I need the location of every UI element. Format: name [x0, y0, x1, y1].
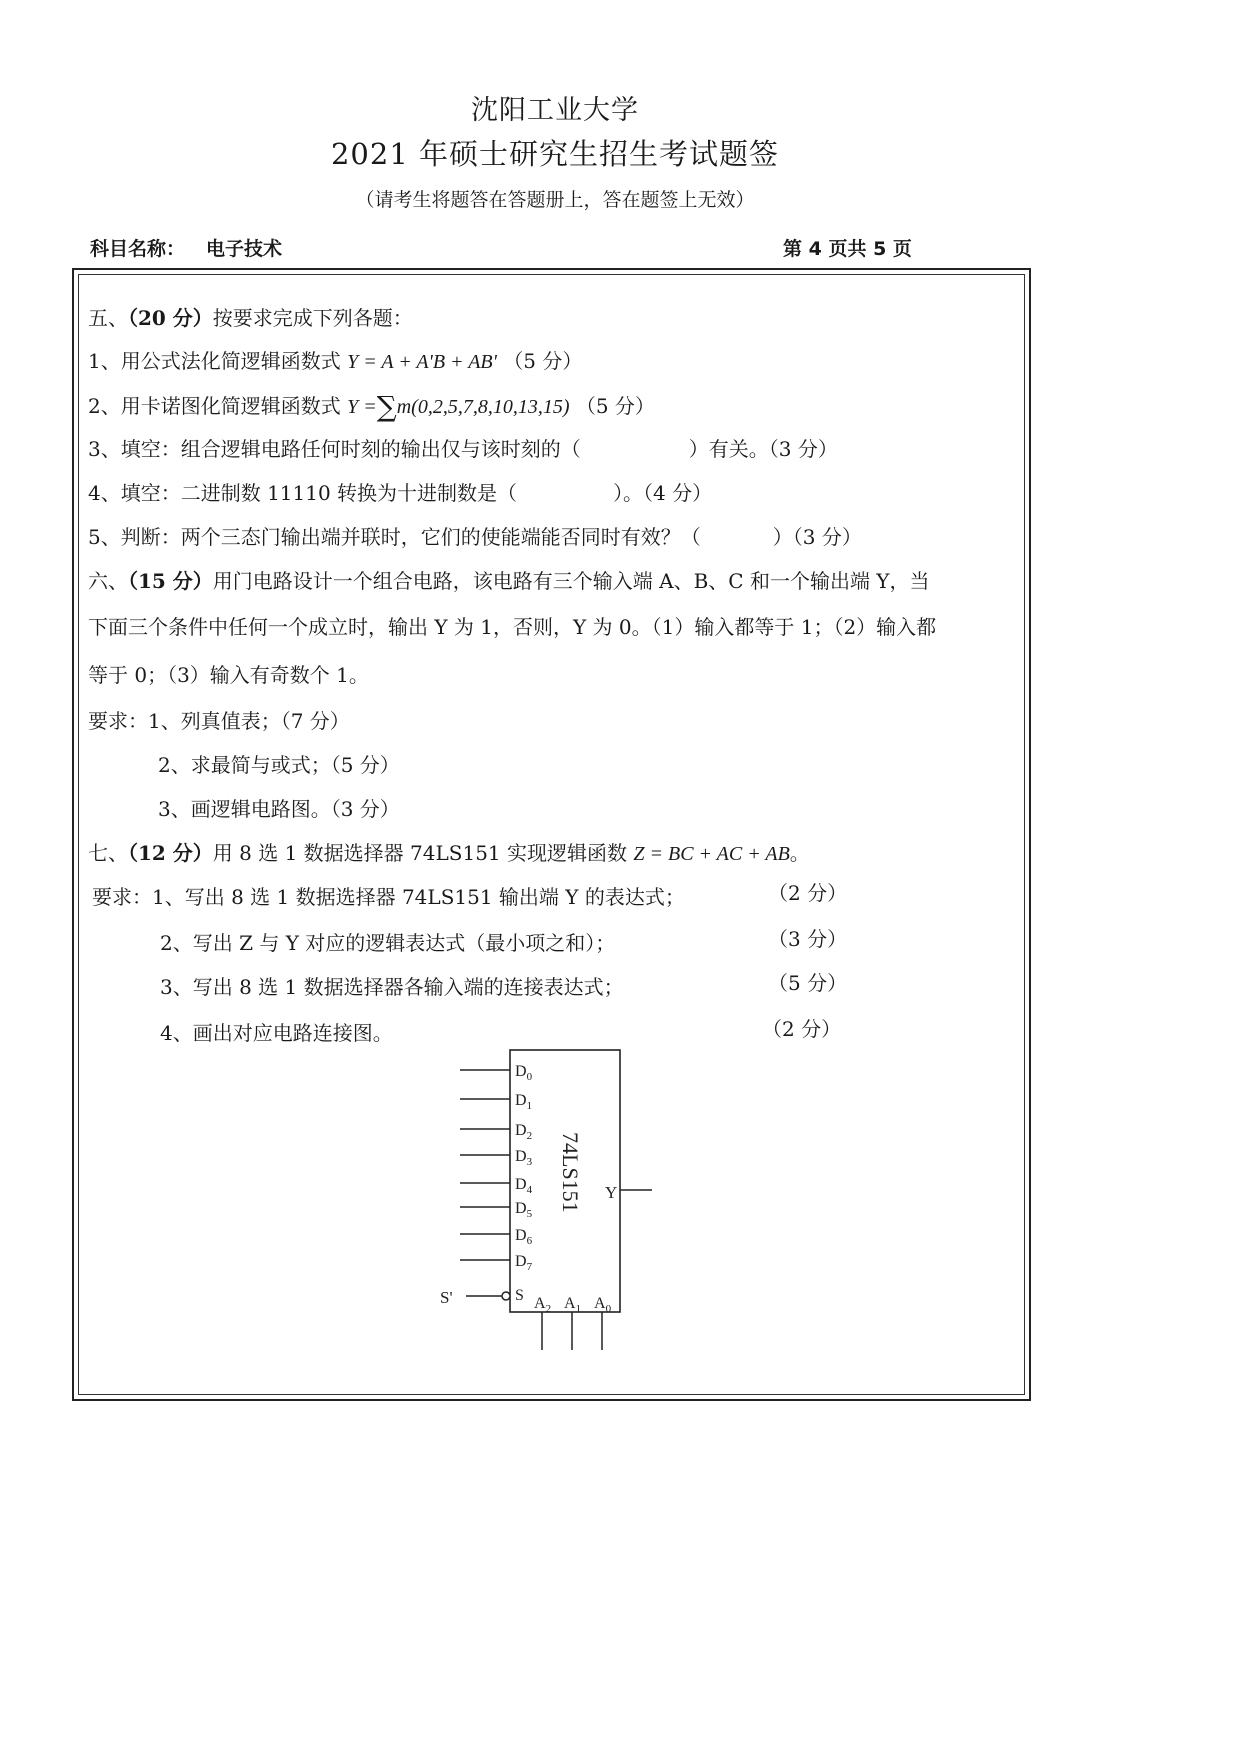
q5-item-1-text: 1、用公式法化简逻辑函数式 — [88, 349, 341, 373]
input-pin — [460, 1063, 533, 1083]
q7-requirement-1: 要求：1、写出 8 选 1 数据选择器 74LS151 输出端 Y 的表达式； — [92, 885, 685, 909]
enable-pin — [440, 1287, 524, 1307]
summation-symbol: ∑ — [376, 390, 397, 423]
q5-item-1 — [88, 345, 582, 374]
input-pin-label: $D_0$ — [515, 1063, 533, 1083]
select-pin — [564, 1295, 581, 1350]
output-pin — [605, 1183, 652, 1202]
q5-item-3 — [88, 433, 838, 462]
input-pin — [460, 1253, 533, 1273]
q5-item-2-text: 2、用卡诺图化简逻辑函数式 — [88, 394, 341, 418]
q5-heading — [88, 302, 413, 331]
q7-requirement-2-score: （3 分） — [768, 927, 848, 951]
input-pin-label: $D_2$ — [515, 1122, 533, 1142]
q7-end: 。 — [789, 841, 810, 865]
q7-text: 用 8 选 1 数据选择器 74LS151 实现逻辑函数 — [212, 841, 627, 865]
q5-item-2-formula-m: m(0,2,5,7,8,10,13,15) — [396, 396, 570, 418]
q7-requirement-1-score: （2 分） — [768, 881, 848, 905]
q5-item-2-formula-y: Y = — [347, 396, 377, 418]
q7-score: （12 分） — [128, 841, 213, 865]
q5-item-5 — [88, 521, 862, 550]
page-info: 第 4 页共 5 页 — [783, 238, 912, 260]
school-name: 沈阳工业大学 — [471, 95, 639, 126]
q6-requirement-3: 3、画逻辑电路图。（3 分） — [158, 797, 400, 821]
exam-note: （请考生将题答在答题册上，答在题签上无效） — [355, 189, 755, 211]
input-pin-label: $D_1$ — [515, 1092, 533, 1112]
input-pin — [460, 1122, 532, 1142]
q5-item-3-tail: ）有关。（3 分） — [688, 437, 838, 461]
q7-requirement-3: 3、写出 8 选 1 数据选择器各输入端的连接表达式； — [160, 975, 624, 999]
subject-value: 电子技术 — [206, 238, 283, 260]
input-pin — [460, 1148, 533, 1168]
input-pins — [460, 1063, 533, 1273]
exam-title: 2021 年硕士研究生招生考试题签 — [330, 137, 780, 171]
q5-item-4-tail: ）。（4 分） — [613, 481, 713, 505]
enable-external-label: S' — [440, 1288, 453, 1307]
q5-item-5-text: 5、判断：两个三态门输出端并联时，它们的使能端能否同时有效？（ — [88, 525, 701, 549]
chip-label: 74LS151 — [558, 1132, 583, 1213]
q6-line-1 — [88, 565, 930, 594]
q6-requirement-1: 要求：1、列真值表；（7 分） — [88, 709, 350, 733]
input-pin — [460, 1227, 533, 1247]
select-pin — [534, 1295, 551, 1350]
q7-number: 七、 — [88, 841, 128, 865]
q7-requirement-4: 4、画出对应电路连接图。 — [160, 1021, 393, 1045]
select-pin-label: $A_2$ — [534, 1295, 552, 1315]
q6-number: 六、 — [88, 569, 128, 593]
subject-label: 科目名称： — [90, 238, 186, 260]
q5-number: 五、 — [88, 306, 128, 330]
mux-74ls151-diagram — [420, 1040, 680, 1360]
select-pin — [594, 1295, 612, 1350]
input-pin — [460, 1092, 532, 1112]
q6-score: （15 分） — [128, 569, 213, 593]
q6-text-1: 用门电路设计一个组合电路，该电路有三个输入端 A、B、C 和一个输出端 Y，当 — [212, 569, 930, 593]
q6-line-2: 下面三个条件中任何一个成立时，输出 Y 为 1，否则，Y 为 0。（1）输入都等于 1；（2）输入都 — [88, 615, 937, 639]
q7-line-1 — [88, 837, 810, 866]
q5-item-2 — [88, 390, 655, 423]
input-pin-label: $D_5$ — [515, 1200, 533, 1220]
q7-requirement-3-score: （5 分） — [768, 971, 848, 995]
q7-requirement-2: 2、写出 Z 与 Y 对应的逻辑表达式（最小项之和）； — [160, 931, 616, 955]
select-pins — [534, 1295, 612, 1350]
select-pin-label: $A_0$ — [594, 1295, 612, 1315]
q5-item-1-score: （5 分） — [503, 349, 583, 373]
q5-item-4 — [88, 477, 712, 506]
q5-item-5-tail: ）（3 分） — [772, 525, 862, 549]
input-pin-label: $D_7$ — [515, 1253, 533, 1273]
input-pin-label: $D_3$ — [515, 1148, 533, 1168]
output-pin-label: Y — [605, 1183, 618, 1202]
input-pin — [460, 1200, 533, 1220]
q7-formula: Z = BC + AC + AB — [633, 843, 790, 865]
select-pin-label: $A_1$ — [564, 1295, 582, 1315]
q5-score: （20 分） — [128, 306, 213, 330]
q5-item-3-text: 3、填空：组合逻辑电路任何时刻的输出仅与该时刻的（ — [88, 437, 581, 461]
q5-item-2-score: （5 分） — [575, 394, 655, 418]
q5-item-1-formula: Y = A + A'B + AB' — [347, 351, 497, 373]
input-pin-label: $D_6$ — [515, 1227, 533, 1247]
q7-requirement-4-score: （2 分） — [762, 1017, 842, 1041]
q6-requirement-2: 2、求最简与或式；（5 分） — [158, 753, 400, 777]
q6-line-3: 等于 0；（3）输入有奇数个 1。 — [88, 663, 369, 687]
enable-inversion-bubble — [502, 1292, 510, 1300]
input-pin — [460, 1176, 533, 1196]
q5-instruction: 按要求完成下列各题： — [212, 306, 413, 330]
enable-pin-label: S — [515, 1287, 524, 1304]
input-pin-label: $D_4$ — [515, 1176, 533, 1196]
q5-item-4-text: 4、填空：二进制数 11110 转换为十进制数是（ — [88, 481, 518, 505]
